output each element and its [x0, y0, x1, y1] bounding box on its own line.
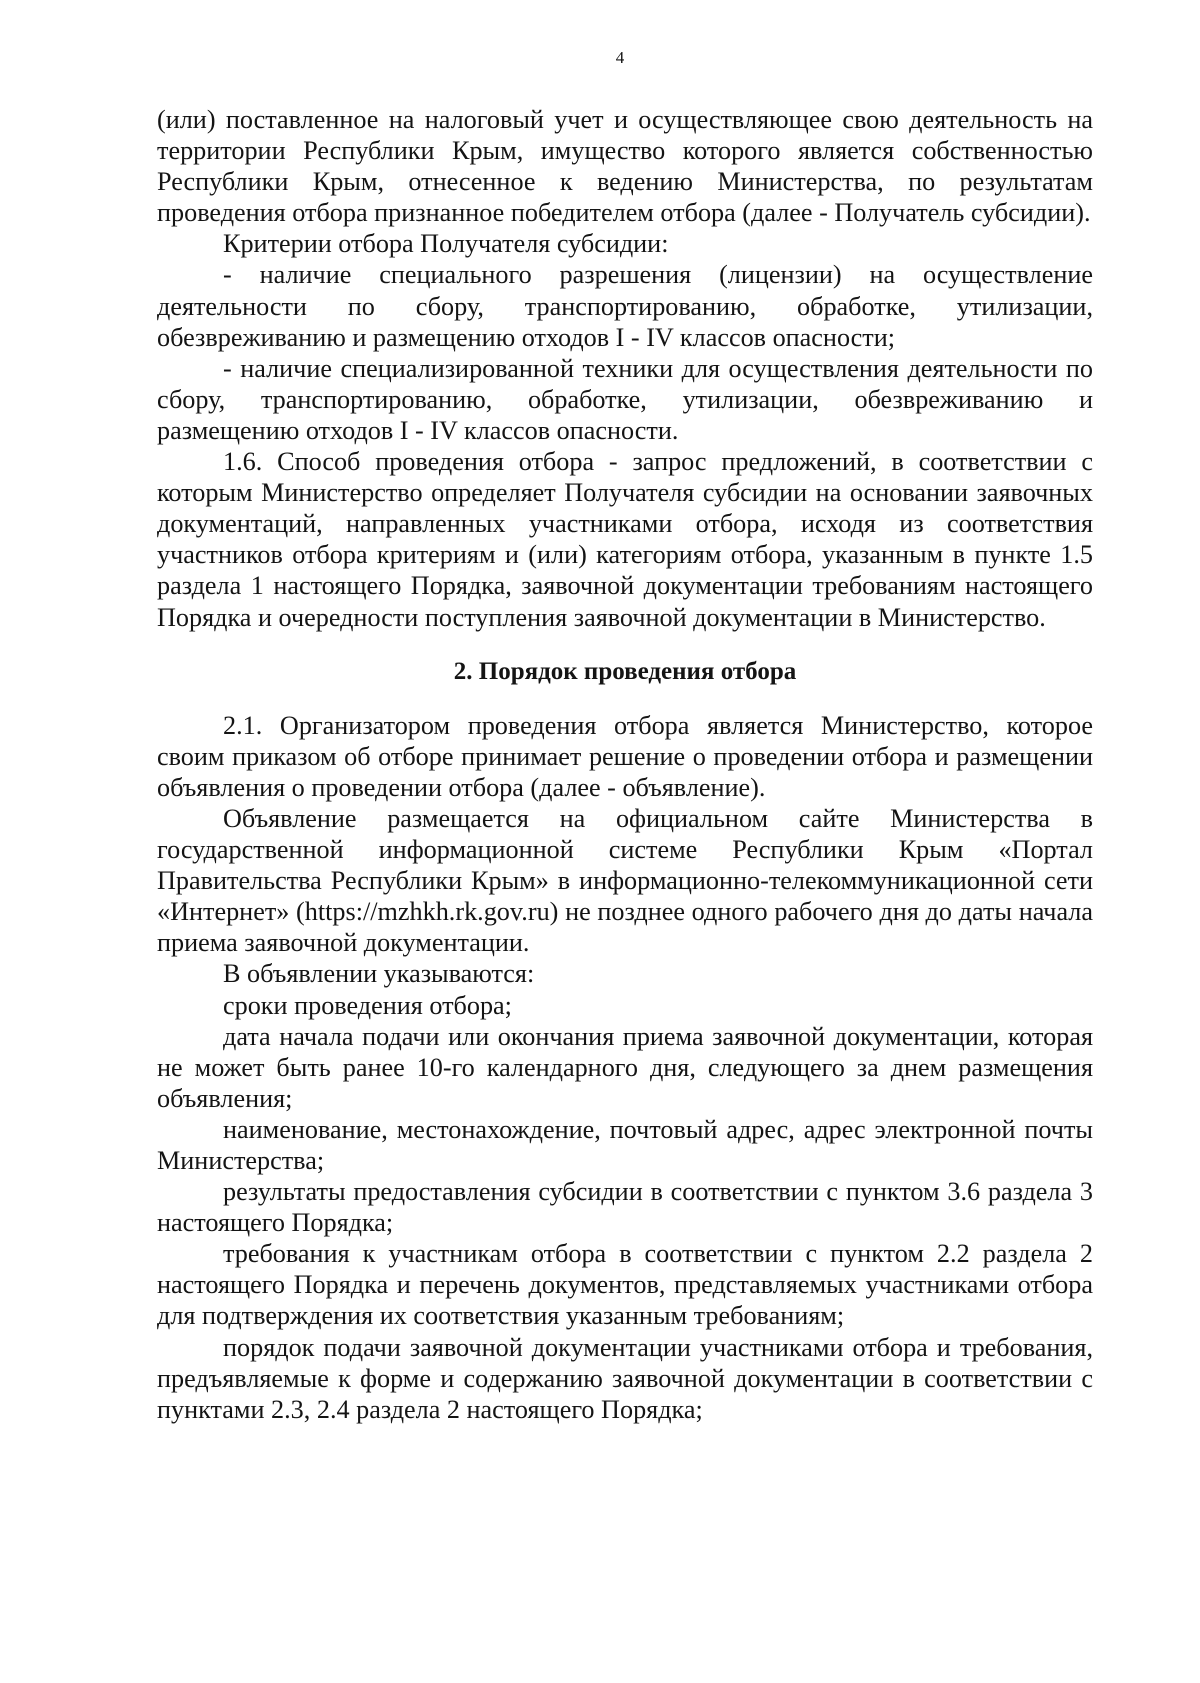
paragraph: 2.1. Организатором проведения отбора является Министерство, которое своим приказом об отборе принимает решение о проведении отбора и размещении объявления о проведении отбора (далее - объявление). — [157, 710, 1093, 802]
paragraph: В объявлении указываются: — [223, 959, 535, 989]
paragraph: - наличие специального разрешения (лицензии) на осуществление деятельности по сбору, транспортированию, обработке, утилизации, обезвреживанию и размещению отходов I - IV классов опасности; — [157, 260, 1093, 352]
paragraph: Объявление размещается на официальном сайте Министерства в государственной информационной системе Республики Крым «Портал Правительства Республики Крым» в информационно-телекоммуникационной сети «Интернет» (https://mzhkh.rk.gov.ru) не позднее одного рабочего дня до даты начала приема заявочной документации. — [157, 803, 1093, 958]
paragraph: 1.6. Способ проведения отбора - запрос предложений, в соответствии с которым Министерство определяет Получателя субсидии на основании заявочных документаций, направленных участниками отбора, исходя из соответствия участников отбора критериям и (или) категориям отбора, указанным в пункте 1.5 раздела 1 настоящего Порядка, заявочной документации требованиям настоящего Порядка и очередности поступления заявочной документации в Министерство. — [157, 447, 1093, 632]
paragraph: порядок подачи заявочной документации участниками отбора и требования, предъявляемые к форме и содержанию заявочной документации в соответствии с пунктами 2.3, 2.4 раздела 2 настоящего Порядка; — [157, 1332, 1093, 1424]
document-body — [157, 104, 1093, 1425]
paragraph: Критерии отбора Получателя субсидии: — [223, 229, 669, 259]
paragraph: наименование, местонахождение, почтовый адрес, адрес электронной почты Министерства; — [157, 1114, 1093, 1175]
paragraph: требования к участникам отбора в соответствии с пунктом 2.2 раздела 2 настоящего Порядка и перечень документов, представляемых участниками отбора для подтверждения их соответствия указанным требованиям; — [157, 1239, 1093, 1331]
paragraph: - наличие специализированной техники для осуществления деятельности по сбору, транспортированию, обработке, утилизации, обезвреживанию и размещению отходов I - IV классов опасности. — [157, 353, 1093, 445]
section-heading: 2. Порядок проведения отбора — [453, 657, 797, 685]
paragraph: дата начала подачи или окончания приема заявочной документации, которая не может быть ранее 10-го календарного дня, следующего за днем размещения объявления; — [157, 1021, 1093, 1113]
paragraph: сроки проведения отбора; — [223, 990, 512, 1020]
page-number: 4 — [615, 48, 625, 67]
paragraph: результаты предоставления субсидии в соответствии с пунктом 3.6 раздела 3 настоящего Порядка; — [157, 1177, 1093, 1238]
paragraph: (или) поставленное на налоговый учет и осуществляющее свою деятельность на территории Республики Крым, имущество которого является собственностью Республики Крым, отнесенное к ведению Министерства, по результатам проведения отбора признанное победителем отбора (далее - Получатель субсидии). — [157, 105, 1093, 228]
